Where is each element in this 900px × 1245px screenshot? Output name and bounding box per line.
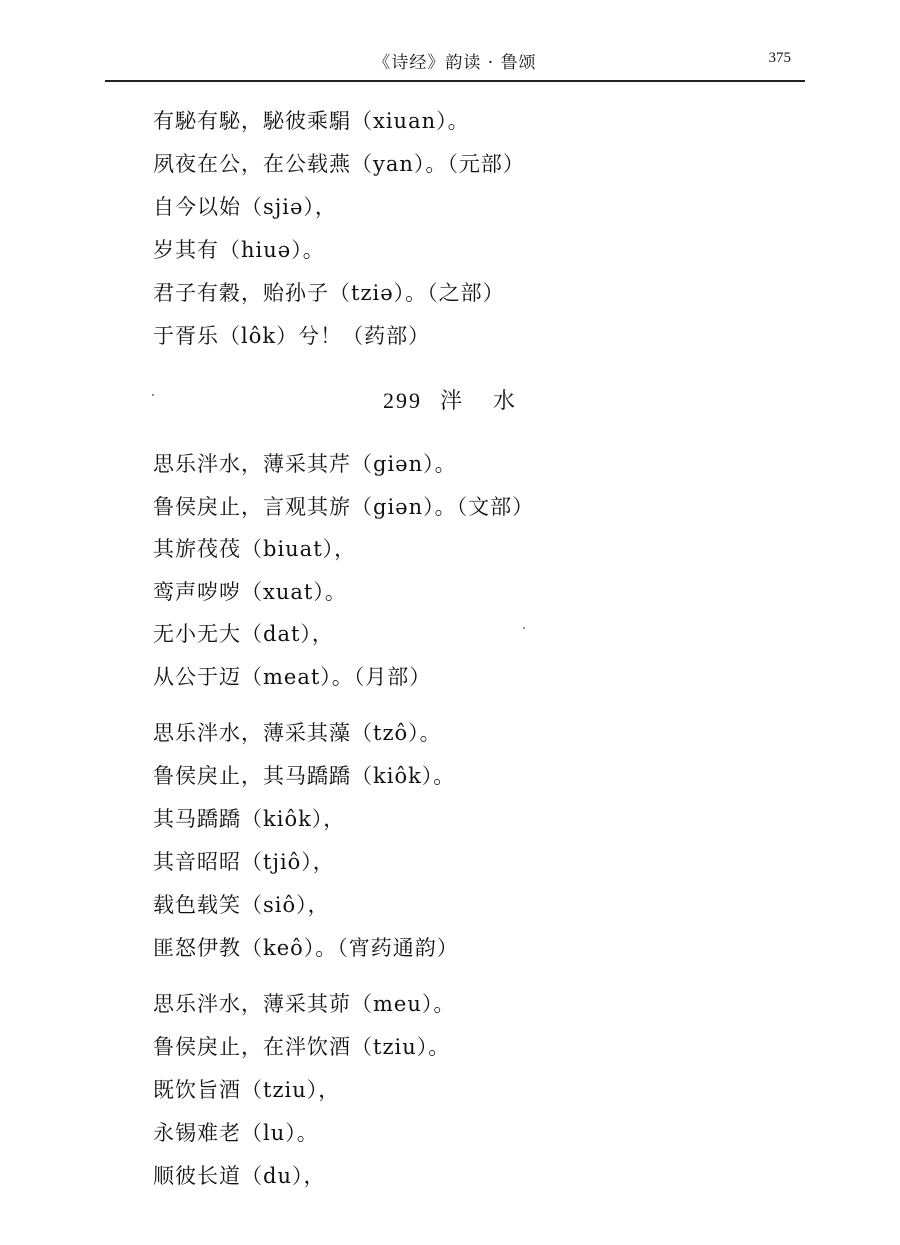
verse-line: 君子有穀，贻孙子（tziə）。（之部）: [153, 281, 505, 305]
verse-line: 思乐泮水，薄采其芹（giən）。: [153, 452, 457, 476]
page-header: [105, 44, 805, 82]
verse-line: 鸾声哕哕（xuat）。: [153, 580, 347, 604]
verse-line: 思乐泮水，薄采其藻（tzô）。: [153, 721, 442, 745]
verse-line: 其音昭昭（tjiô），: [153, 850, 335, 874]
verse-line: 其马蹻蹻（kiôk），: [153, 807, 346, 831]
verse-line: 鲁侯戾止，其马蹻蹻（kiôk）。: [153, 764, 456, 788]
verse-line: 于胥乐（lôk）兮！（药部）: [153, 324, 431, 348]
verse-line: 无小无大（dat），: [153, 622, 334, 646]
section-title: 泮 水: [440, 389, 517, 414]
verse-line: 从公于迈（meat）。（月部）: [153, 665, 432, 689]
verse-line: 鲁侯戾止，言观其旂（giən）。（文部）: [153, 495, 535, 519]
verse-line: 载色载笑（siô），: [153, 893, 330, 917]
running-title: 《诗经》韵读 · 鲁颂: [373, 53, 537, 73]
verse-line: 思乐泮水，薄采其茆（meu）。: [153, 992, 456, 1016]
scan-speck: [523, 627, 525, 629]
verse-line: 自今以始（sjiə），: [153, 195, 337, 219]
verse-line: 永锡难老（lu）。: [153, 1121, 319, 1145]
page-number: 375: [768, 50, 791, 66]
section-number: 299: [383, 388, 422, 413]
verse-line: 其旂茷茷（biuat），: [153, 537, 357, 561]
verse-line: 鲁侯戾止，在泮饮酒（tziu）。: [153, 1035, 451, 1059]
verse-line: 匪怒伊教（keô）。（宵药通韵）: [153, 936, 459, 960]
verse-line: 岁其有（hiuə）。: [153, 238, 325, 262]
scan-speck: [152, 394, 154, 396]
verse-line: 顺彼长道（du），: [153, 1164, 326, 1188]
verse-line: 有駜有駜，駜彼乘駽（xiuan）。: [153, 109, 470, 133]
verse-line: 夙夜在公，在公载燕（yan）。（元部）: [153, 152, 525, 176]
section-heading: [0, 384, 900, 415]
verse-line: 既饮旨酒（tziu），: [153, 1078, 341, 1102]
